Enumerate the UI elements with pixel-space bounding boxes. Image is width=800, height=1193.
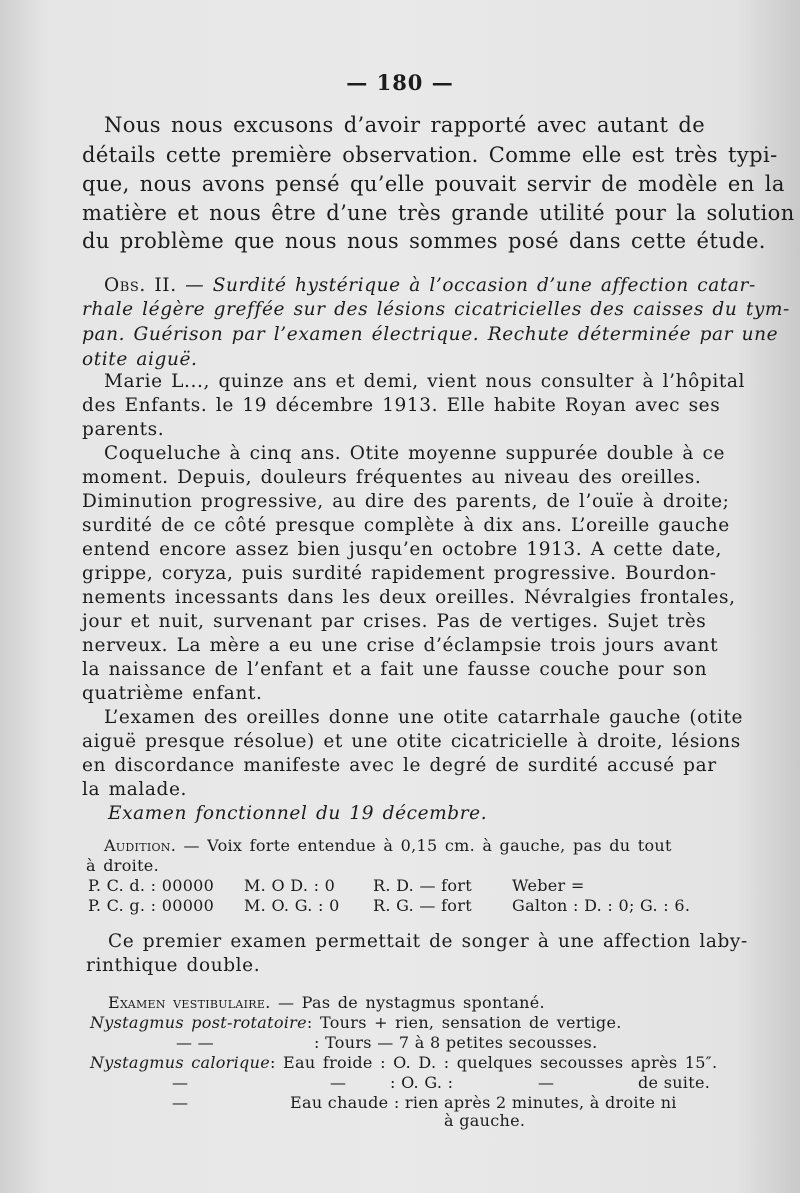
- body-line: nements incessants dans les deux oreilles. Névralgies frontales,: [82, 587, 736, 608]
- audition-line: [104, 836, 672, 855]
- caloric-og: : O. G. :: [390, 1073, 454, 1092]
- vestibular-line: [108, 993, 545, 1012]
- obs-dash: —: [185, 275, 205, 296]
- post-rot-label: Nystagmus post-rotatoire: [90, 1013, 307, 1032]
- body-line: Coqueluche à cinq ans. Otite moyenne suppurée double à ce: [104, 443, 726, 464]
- body-line: en discordance manifeste avec le degré de surdité accusé par: [82, 755, 717, 776]
- body-line: jour et nuit, survenant par crises. Pas de vertiges. Sujet très: [82, 611, 707, 632]
- body-line: nerveux. La mère a eu une crise d’éclampsie trois jours avant: [82, 635, 719, 656]
- audition-cell: M. O D. : 0: [244, 876, 336, 895]
- audition-cell: M. O. G. : 0: [244, 896, 340, 915]
- audition-cell: R. G. — fort: [373, 896, 472, 915]
- body-line: la malade.: [82, 779, 188, 800]
- vestibular-label: Examen vestibulaire.: [108, 993, 271, 1012]
- obs-title-line: rhale légère greffée sur des lésions cicatricielles des caisses du tym-: [82, 299, 790, 320]
- intro-line: du problème que nous nous sommes posé dans cette étude.: [82, 229, 766, 253]
- caloric-line: [90, 1053, 717, 1072]
- obs-label: Obs. II.: [104, 275, 177, 296]
- post-rot-dashes: — —: [176, 1033, 214, 1052]
- caloric-dash: —: [172, 1073, 189, 1092]
- audition-label: Audition.: [104, 836, 177, 855]
- conclusion-line: Ce premier examen permettait de songer à une affection laby-: [108, 931, 748, 952]
- body-line: L’examen des oreilles donne une otite catarrhale gauche (otite: [104, 707, 744, 728]
- body-line: surdité de ce côté presque complète à dix ans. L’oreille gauche: [82, 515, 730, 536]
- obs-title-line: Surdité hystérique à l’occasion d’une affection catar-: [212, 275, 756, 296]
- audition-line: à droite.: [86, 856, 159, 875]
- exam-heading: Examen fonctionnel du 19 décembre.: [108, 803, 488, 824]
- warm-text: Eau chaude : rien après 2 minutes, à droite ni: [290, 1093, 677, 1112]
- intro-line: matière et nous être d’une très grande utilité pour la solution: [82, 201, 795, 225]
- body-line: grippe, coryza, puis surdité rapidement progressive. Bourdon-: [82, 563, 717, 584]
- body-line: moment. Depuis, douleurs fréquentes au niveau des oreilles.: [82, 467, 702, 488]
- warm-text2: à gauche.: [444, 1111, 526, 1130]
- caloric-suite: de suite.: [638, 1073, 711, 1092]
- caloric-dash: —: [538, 1073, 555, 1092]
- body-line: entend encore assez bien jusqu’en octobre 1913. A cette date,: [82, 539, 722, 560]
- post-rot-line: [90, 1013, 622, 1032]
- audition-cell: P. C. d. : 00000: [88, 876, 215, 895]
- caloric-dash: —: [330, 1073, 347, 1092]
- body-line: Marie L..., quinze ans et demi, vient nous consulter à l’hôpital: [104, 371, 746, 392]
- body-line: la naissance de l’enfant et a fait une fausse couche pour son: [82, 659, 708, 680]
- caloric-text: : Eau froide : O. D. : quelques secousses après 15″.: [269, 1053, 718, 1072]
- body-line: aiguë presque résolue) et une otite cicatricielle à droite, lésions: [82, 731, 741, 752]
- obs-heading: [104, 275, 756, 296]
- obs-title-line: pan. Guérison par l’examen électrique. Rechute déterminée par une: [82, 324, 779, 345]
- vestibular-text: — Pas de nystagmus spontané.: [278, 993, 545, 1012]
- intro-line: que, nous avons pensé qu’elle pouvait servir de modèle en la: [82, 172, 785, 196]
- body-line: quatrième enfant.: [82, 683, 263, 704]
- caloric-dash: —: [172, 1093, 189, 1112]
- audition-cell: R. D. — fort: [373, 876, 472, 895]
- post-rot-text: : Tours + rien, sensation de vertige.: [306, 1013, 622, 1032]
- intro-line: Nous nous excusons d’avoir rapporté avec autant de: [104, 113, 706, 137]
- body-line: parents.: [82, 419, 165, 440]
- audition-cell: Weber =: [512, 876, 585, 895]
- body-line: des Enfants. le 19 décembre 1913. Elle habite Royan avec ses: [82, 395, 721, 416]
- body-line: Diminution progressive, au dire des parents, de l’ouïe à droite;: [82, 491, 730, 512]
- audition-cell: P. C. g. : 00000: [88, 896, 215, 915]
- post-rot-text2: : Tours — 7 à 8 petites secousses.: [314, 1033, 598, 1052]
- audition-text: — Voix forte entendue à 0,15 cm. à gauche, pas du tout: [183, 836, 672, 855]
- page-number: — 180 —: [346, 70, 454, 95]
- intro-line: détails cette première observation. Comme elle est très typi-: [82, 143, 778, 167]
- conclusion-line: rinthique double.: [86, 955, 261, 976]
- caloric-label: Nystagmus calorique: [90, 1053, 270, 1072]
- audition-cell: Galton : D. : 0; G. : 6.: [512, 896, 691, 915]
- obs-title-line: otite aiguë.: [82, 349, 198, 370]
